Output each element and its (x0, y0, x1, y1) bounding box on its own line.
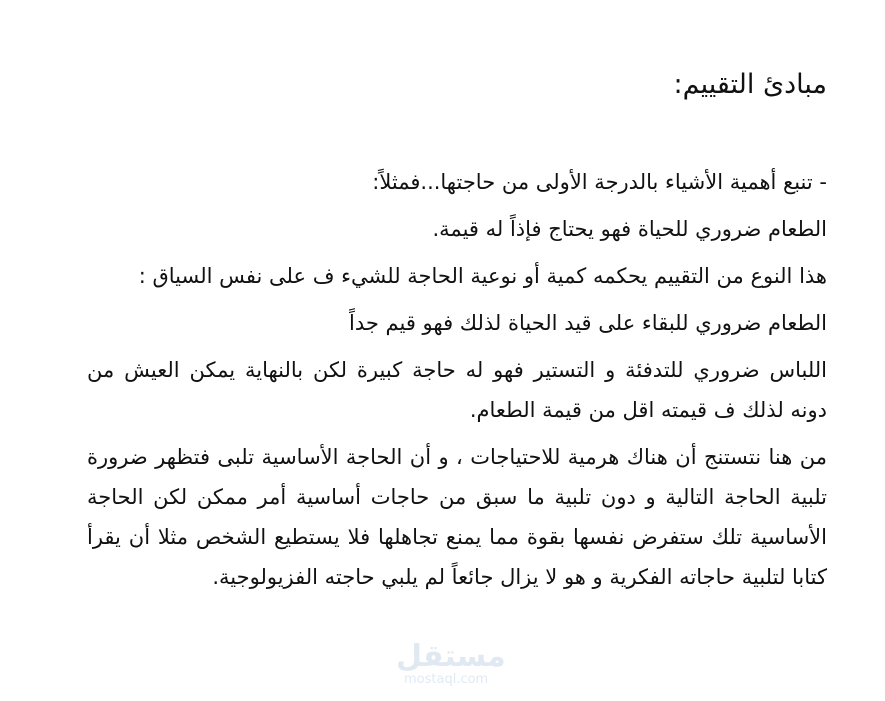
document-title: مبادئ التقييم: (673, 69, 827, 100)
paragraph-hierarchy: من هنا نتستنج أن هناك هرمية للاحتياجات ، و أن الحاجة الأساسية تلبى فتظهر ضرورة تلبية الحاجة التالية و دون تلبية ما سبق من حاجات أساسية أمر ممكن لكن الحاجة الأساسية تلك ستفرض نفسها بقوة مما يمنع تجاهلها فلا يستطيع الشخص مثلا أن يقرأ كتابا لتلبية حاجاته الفكرية و هو لا يزال جائعاً لم يلبي حاجته الفزيولوجية. (87, 445, 827, 589)
watermark-logo: مستقل (396, 639, 506, 674)
paragraph-food-value: الطعام ضروري للحياة فهو يحتاج فإذاً له قيمة. (432, 217, 827, 241)
paragraph-intro: - تنبع أهمية الأشياء بالدرجة الأولى من حاجتها...فمثلاً: (372, 170, 827, 194)
watermark-domain: mostaql.com (404, 672, 489, 687)
paragraph-valuation-type: هذا النوع من التقييم يحكمه كمية أو نوعية الحاجة للشيء ف على نفس السياق : (138, 264, 827, 288)
paragraph-clothing: اللباس ضروري للتدفئة و التستير فهو له حاجة كبيرة لكن بالنهاية يمكن العيش من دونه لذلك ف قيمته اقل من قيمة الطعام. (87, 358, 827, 422)
paragraph-food-survival: الطعام ضروري للبقاء على قيد الحياة لذلك فهو قيم جداً (349, 311, 827, 335)
document-body (87, 162, 827, 604)
